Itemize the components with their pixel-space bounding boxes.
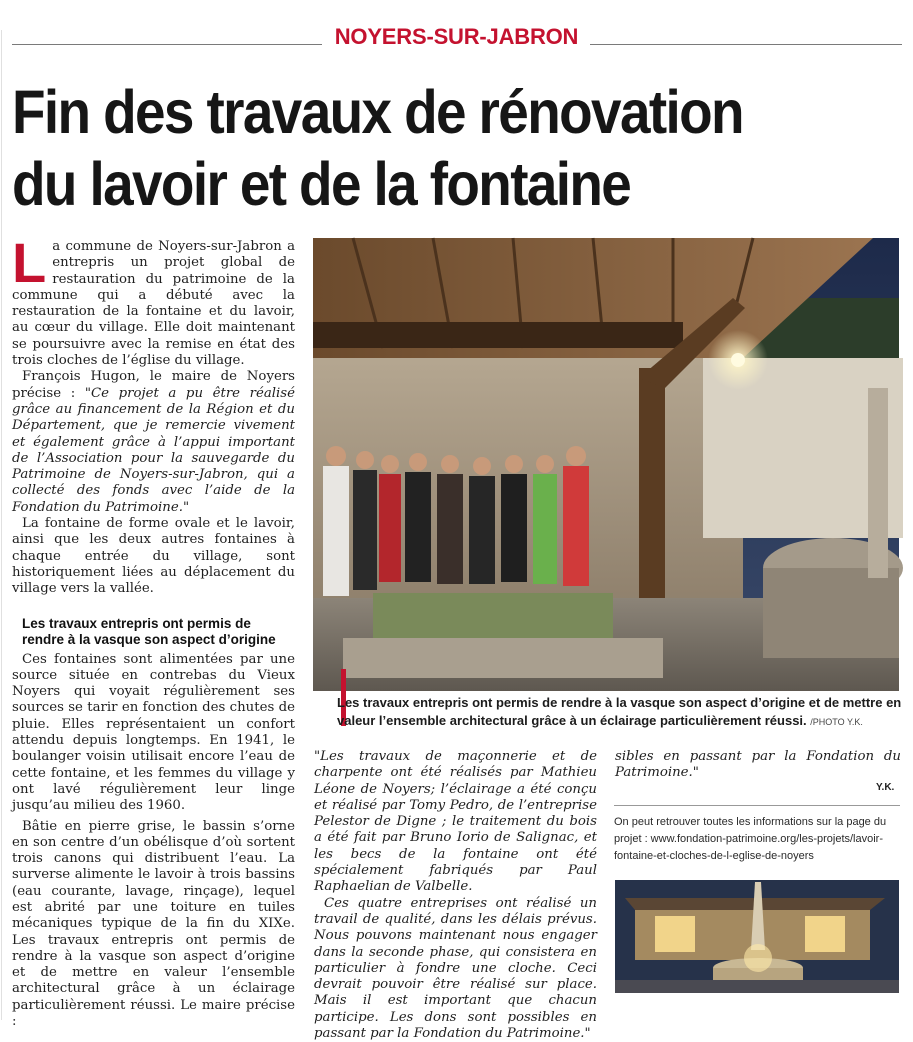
paragraph-1-text: a commune de Noyers-sur-Jabron a entrepris un projet global de restauration du patrimoine de la commune qui a débuté avec la restauration de la fontaine et du lavoir, au cœur du village. Elle doit maintenant se poursuivre avec la remise en état des trois cloches de l’église du village. [12,239,295,369]
mayor-quote: "Ce projet a pu être réalisé grâce au financement de la Région et du Département, que je remercie vivement et également grâce à l’appui important de l’Association pour la sauvegarde du Patrimoine de Noyers-sur-Jabron, qui a collecté des fonds avec l’aide de la Fondation du Patrimoine." [12,385,295,515]
page-edge-line [1,30,2,1020]
info-rule [614,805,900,806]
drop-cap: L [12,231,47,294]
lavoir-photo-svg [313,238,899,691]
paragraph-1 [12,231,295,369]
headline-line-1: Fin des travaux de rénovation [12,78,743,146]
fountain-photo [615,880,899,993]
paragraph-7-part: Ces quatre entreprises ont réalisé un travail de qualité, dans les délais prévus. Nous pouvons maintenant nous engager dans la seconde phase, qui consistera en particulier à fondre une cloche. Ceci devrait pouvoir être réalisé sur place. Mais il est important que chacun participe. Les dons sont possibles en passant par la Fondation du Patrimoine." [314,895,597,1042]
paragraph-5: Bâtie en pierre grise, le bassin s’orne en son centre d’un obélisque d’où sortent trois canons qui distribuent l’eau. La surverse alimente le lavoir à trois bassins (eau courante, lavage, rinçage), lequel est abrité par une toiture en tuiles mécaniques typique de la fin du XIXe. Les travaux entrepris ont permis de rendre à la vasque son aspect d’origine et de mettre en valeur l’ensemble architectural grâce à un éclairage particulièrement réussi. Le maire précise : [12,818,295,1030]
quote-ending: sibles en passant par la Fondation du Patrimoine." [615,749,901,781]
caption-text: Les travaux entrepris ont permis de rendre à la vasque son aspect d’origine et de mettre en valeur l’ensemble architectural grâce à un éclairage particulièrement réussi. [337,695,902,728]
section-kicker [0,24,913,50]
headline [12,76,813,220]
group-of-people [323,446,589,596]
paragraph-4: Ces fontaines sont alimentées par une source située en contrebas du Vieux Noyers qui voyait régulièrement ses sources se tarir en fonction des chutes de pluie. Elles représentaient un confort attendu depuis longtemps. En 1941, le boulanger voisin utilisait encore l’eau de cette fontaine, et les femmes du village y ont lavé régulièrement leur linge jusqu’au milieu des 1960. [12,651,295,814]
headline-line-2: du lavoir et de la fontaine [12,150,631,218]
lavoir-photo [313,238,899,691]
info-box: On peut retrouver toutes les informations sur la page du projet : www.fondation-patrimoine.org/les-projets/lavoir-fontaine-et-cloches-de-l-eglise-de-noyers [614,816,887,862]
fountain-photo-svg [615,880,899,993]
subheading: Les travaux entrepris ont permis de rendre à la vasque son aspect d’origine [22,615,276,647]
article-column-1 [12,231,295,1030]
paragraph-3: La fontaine de forme ovale et le lavoir, ainsi que les deux autres fontaines à chaque entrée du village, sont historiquement liées au déplacement du village vers la vallée. [12,516,295,597]
paragraph-6: "Les travaux de maçonnerie et de charpente ont été réalisés par Mathieu Léone de Noyers; l’éclairage a été conçu et réalisé par Tomy Pedro, de l’entreprise Pelestor de Digne ; le traitement du bois a été fait par Bruno Iorio de Salignac, et les becs de la fontaine ont été spécialement fabriqués par Paul Raphaelian de Valbelle. [314,749,597,895]
author-signature: Y.K. [876,782,895,793]
paragraph-2 [12,369,295,516]
kicker-text: NOYERS-SUR-JABRON [329,24,585,49]
article-column-3 [615,749,901,782]
photo-caption [337,694,902,731]
photo-credit: /PHOTO Y.K. [810,717,863,727]
paragraph-2-intro: François Hugon, le maire de Noyers précise : [12,369,295,401]
article-column-2 [314,749,597,1042]
